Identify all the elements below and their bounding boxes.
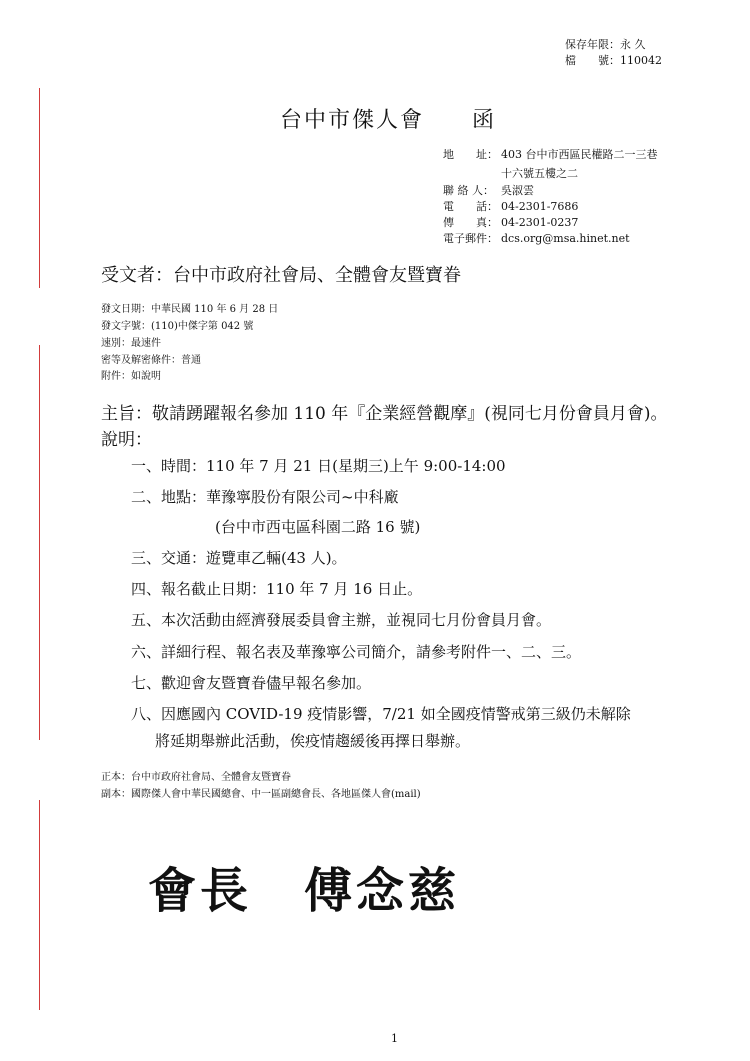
retention-value: 永 久 — [620, 38, 646, 51]
margin-line-bottom — [39, 800, 40, 1010]
item-transport: 三、交通：遊覽車乙輛(43 人)。 — [131, 549, 347, 567]
president-signature: 會長 傅念慈 — [148, 863, 461, 919]
email-value: dcs.org@msa.hinet.net — [501, 232, 630, 245]
document-title: 台中市傑人會 函 — [280, 108, 497, 133]
attachment-note: 附件：如說明 — [101, 371, 161, 382]
carbon-copy: 副本：國際傑人會中華民國總會、中一區副總會長、各地區傑人會(mail) — [101, 789, 421, 800]
margin-line-middle — [39, 345, 40, 740]
item-organizer: 五、本次活動由經濟發展委員會主辦，並視同七月份會員月會。 — [131, 611, 552, 629]
item-attachments: 六、詳細行程、報名表及華豫寧公司簡介，請參考附件一、二、三。 — [131, 643, 582, 661]
page-number: 1 — [391, 1032, 398, 1045]
item-deadline: 四、報名截止日期：110 年 7 月 16 日止。 — [131, 580, 423, 598]
retention-label: 保存年限： — [565, 38, 620, 51]
phone-value: 04-2301-7686 — [501, 200, 579, 213]
email-label: 電子郵件： — [443, 232, 498, 245]
address-value-2: 十六號五樓之二 — [501, 167, 578, 180]
margin-line-top — [39, 88, 40, 288]
file-number-label: 檔 號： — [565, 54, 620, 67]
contact-person-value: 吳淑雲 — [501, 184, 534, 197]
address-row — [443, 146, 658, 162]
item-location-address: (台中市西屯區科園二路 16 號) — [215, 518, 421, 536]
item-covid-continued: 將延期舉辦此活動，俟疫情趨緩後再擇日舉辦。 — [155, 732, 471, 750]
explanation-label: 說明： — [101, 430, 152, 450]
fax-value: 04-2301-0237 — [501, 216, 579, 229]
speed-class: 速別：最速件 — [101, 338, 161, 349]
phone-label: 電 話： — [443, 200, 498, 213]
item-location: 二、地點：華豫寧股份有限公司~中科廠 — [131, 488, 399, 506]
subject-line: 主旨：敬請踴躍報名參加 110 年『企業經營觀摩』(視同七月份會員月會)。 — [101, 404, 668, 424]
address-label: 地 址： — [443, 148, 498, 161]
contact-person-label: 聯 絡 人： — [443, 184, 494, 197]
issue-number: 發文字號：(110)中傑字第 042 號 — [101, 321, 254, 332]
fax-row — [443, 214, 578, 230]
file-number-value: 110042 — [620, 54, 662, 67]
retention-line — [565, 36, 646, 52]
file-number-line — [565, 52, 662, 68]
item-time: 一、時間：110 年 7 月 21 日(星期三)上午 9:00-14:00 — [131, 457, 506, 475]
original-copy: 正本：台中市政府社會局、全體會友暨寶眷 — [101, 772, 291, 783]
item-covid: 八、因應國內 COVID-19 疫情影響，7/21 如全國疫情警戒第三級仍未解除 — [131, 705, 631, 723]
email-row — [443, 230, 630, 246]
security-class: 密等及解密條件：普通 — [101, 355, 201, 366]
contact-person-row — [443, 182, 534, 198]
address-row-2 — [443, 165, 578, 181]
phone-row — [443, 198, 578, 214]
item-welcome: 七、歡迎會友暨寶眷儘早報名參加。 — [131, 674, 372, 692]
address-value: 403 台中市西區民權路二一三巷 — [501, 148, 658, 161]
fax-label: 傳 真： — [443, 216, 498, 229]
recipient-line: 受文者：台中市政府社會局、全體會友暨寶眷 — [101, 265, 461, 286]
issue-date: 發文日期：中華民國 110 年 6 月 28 日 — [101, 304, 279, 315]
